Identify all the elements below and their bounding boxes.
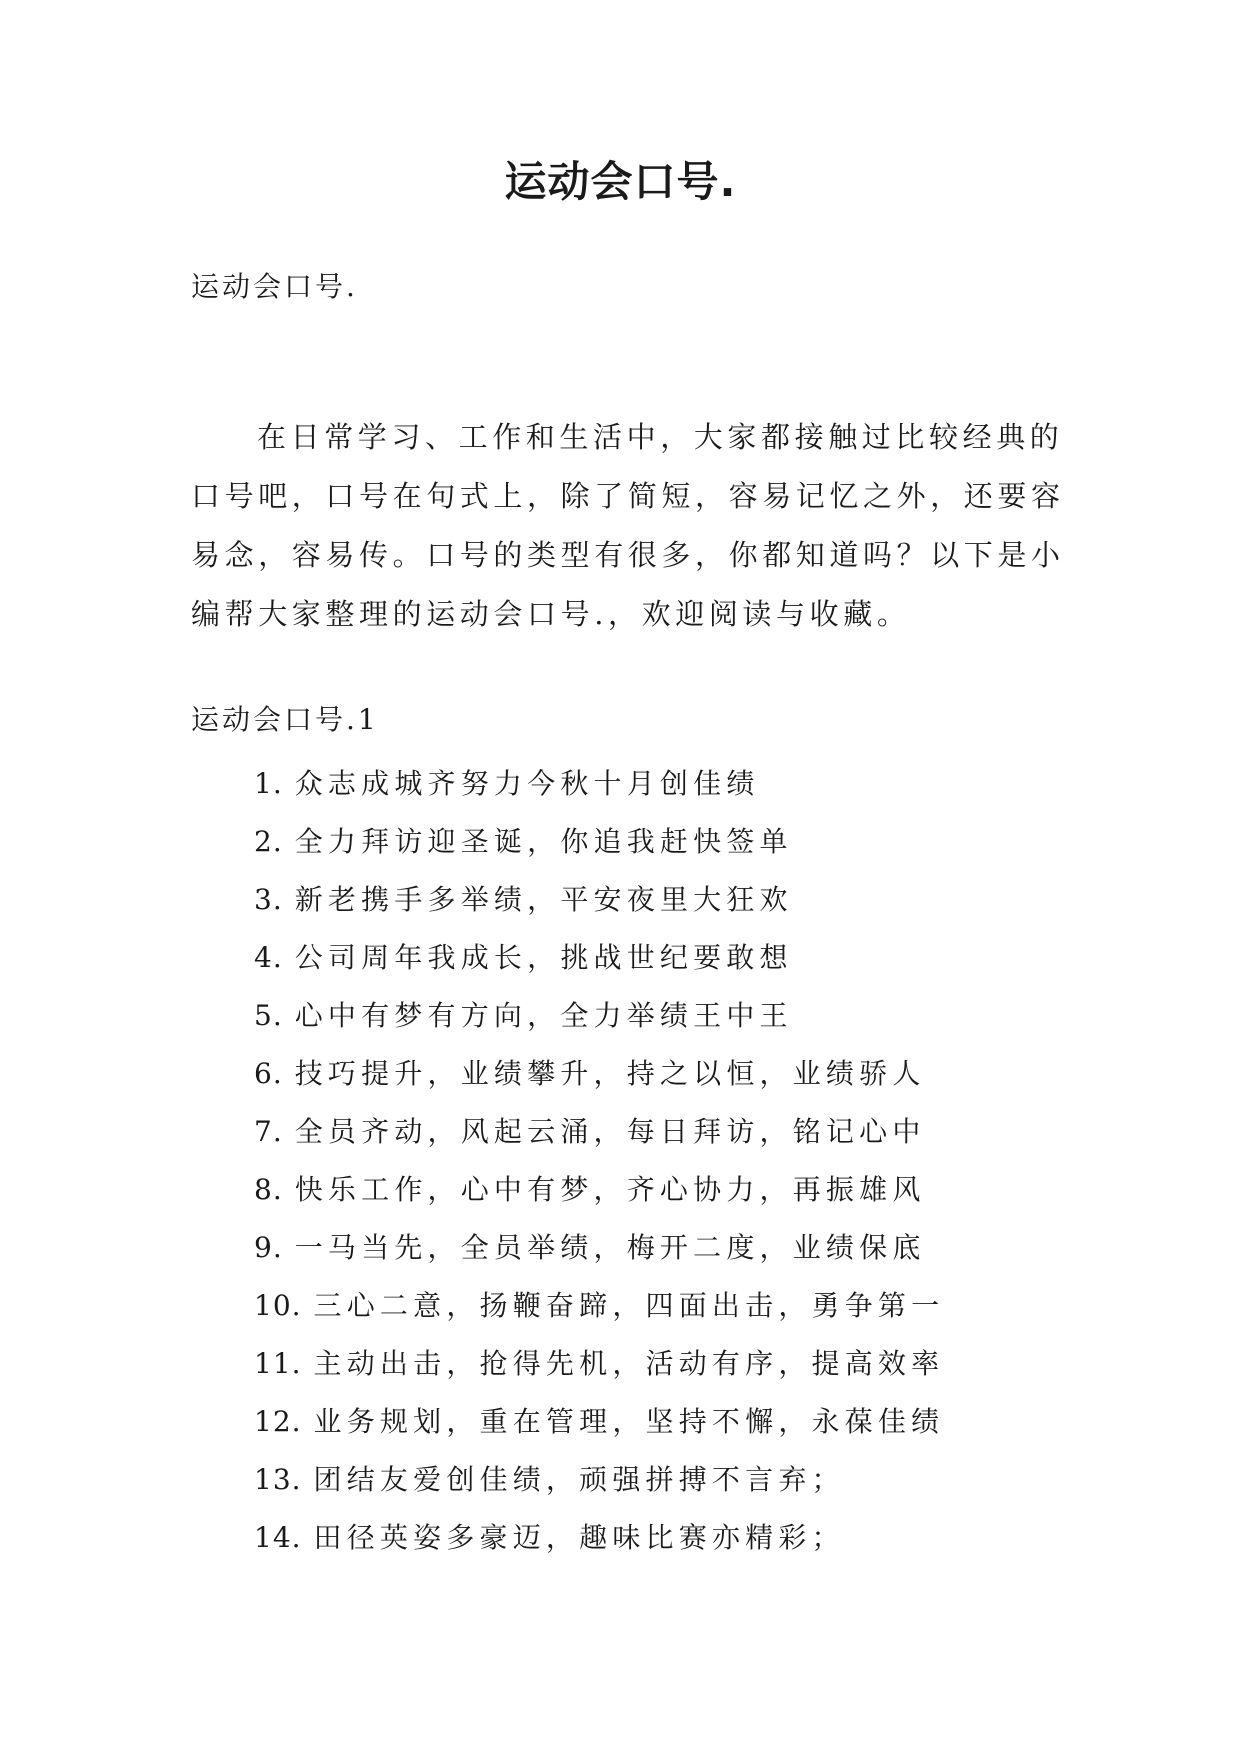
slogan-number: 8. — [254, 1173, 283, 1206]
slogan-item — [254, 1045, 944, 1103]
slogan-item — [254, 929, 944, 987]
slogan-item — [254, 1335, 944, 1393]
slogan-text: 全员齐动，风起云涌，每日拜访，铭记心中 — [294, 1115, 926, 1148]
slogan-item — [254, 755, 944, 813]
slogan-text: 田径英姿多豪迈，趣味比赛亦精彩； — [313, 1521, 845, 1554]
slogan-text: 主动出击，抢得先机，活动有序，提高效率 — [313, 1347, 945, 1380]
slogan-text: 一马当先，全员举绩，梅开二度，业绩保底 — [294, 1231, 926, 1264]
slogan-item — [254, 1103, 944, 1161]
document-subtitle: 运动会口号. — [191, 270, 358, 303]
slogan-text: 众志成城齐努力今秋十月创佳绩 — [294, 767, 760, 800]
slogan-text: 业务规划，重在管理，坚持不懈，永葆佳绩 — [313, 1405, 945, 1438]
slogan-number: 12. — [254, 1405, 302, 1438]
slogan-number: 2. — [254, 825, 283, 858]
slogan-text: 新老携手多举绩，平安夜里大狂欢 — [294, 883, 793, 916]
slogan-item — [254, 1219, 944, 1277]
slogan-number: 6. — [254, 1057, 283, 1090]
section-heading: 运动会口号.1 — [191, 703, 379, 736]
document-title: 运动会口号. — [504, 157, 737, 206]
slogan-item — [254, 1509, 944, 1567]
slogan-number: 4. — [254, 941, 283, 974]
slogan-item — [254, 1451, 944, 1509]
slogan-text: 技巧提升，业绩攀升，持之以恒，业绩骄人 — [294, 1057, 926, 1090]
slogan-item — [254, 813, 944, 871]
slogan-number: 7. — [254, 1115, 283, 1148]
slogan-number: 13. — [254, 1463, 302, 1496]
slogan-number: 5. — [254, 999, 283, 1032]
slogan-item — [254, 987, 944, 1045]
slogan-item — [254, 871, 944, 929]
slogan-text: 快乐工作，心中有梦，齐心协力，再振雄风 — [294, 1173, 926, 1206]
slogan-item — [254, 1393, 944, 1451]
intro-paragraph: 在日常学习、工作和生活中，大家都接触过比较经典的口号吧，口号在句式上，除了简短，容易记忆之外，还要容易念，容易传。口号的类型有很多，你都知道吗？以下是小编帮大家整理的运动会口号.，欢迎阅读与收藏。 — [191, 420, 1065, 631]
slogan-item — [254, 1161, 944, 1219]
slogan-text: 团结友爱创佳绩，顽强拼搏不言弃； — [313, 1463, 845, 1496]
slogan-number: 3. — [254, 883, 283, 916]
slogan-item — [254, 1277, 944, 1335]
slogan-text: 公司周年我成长，挑战世纪要敢想 — [294, 941, 793, 974]
slogan-number: 10. — [254, 1289, 302, 1322]
slogan-list — [254, 755, 944, 1567]
slogan-number: 11. — [254, 1347, 302, 1380]
slogan-number: 9. — [254, 1231, 283, 1264]
slogan-number: 1. — [254, 767, 283, 800]
slogan-text: 心中有梦有方向，全力举绩王中王 — [294, 999, 793, 1032]
slogan-text: 三心二意，扬鞭奋蹄，四面出击，勇争第一 — [313, 1289, 945, 1322]
slogan-number: 14. — [254, 1521, 302, 1554]
slogan-text: 全力拜访迎圣诞，你追我赶快签单 — [294, 825, 793, 858]
